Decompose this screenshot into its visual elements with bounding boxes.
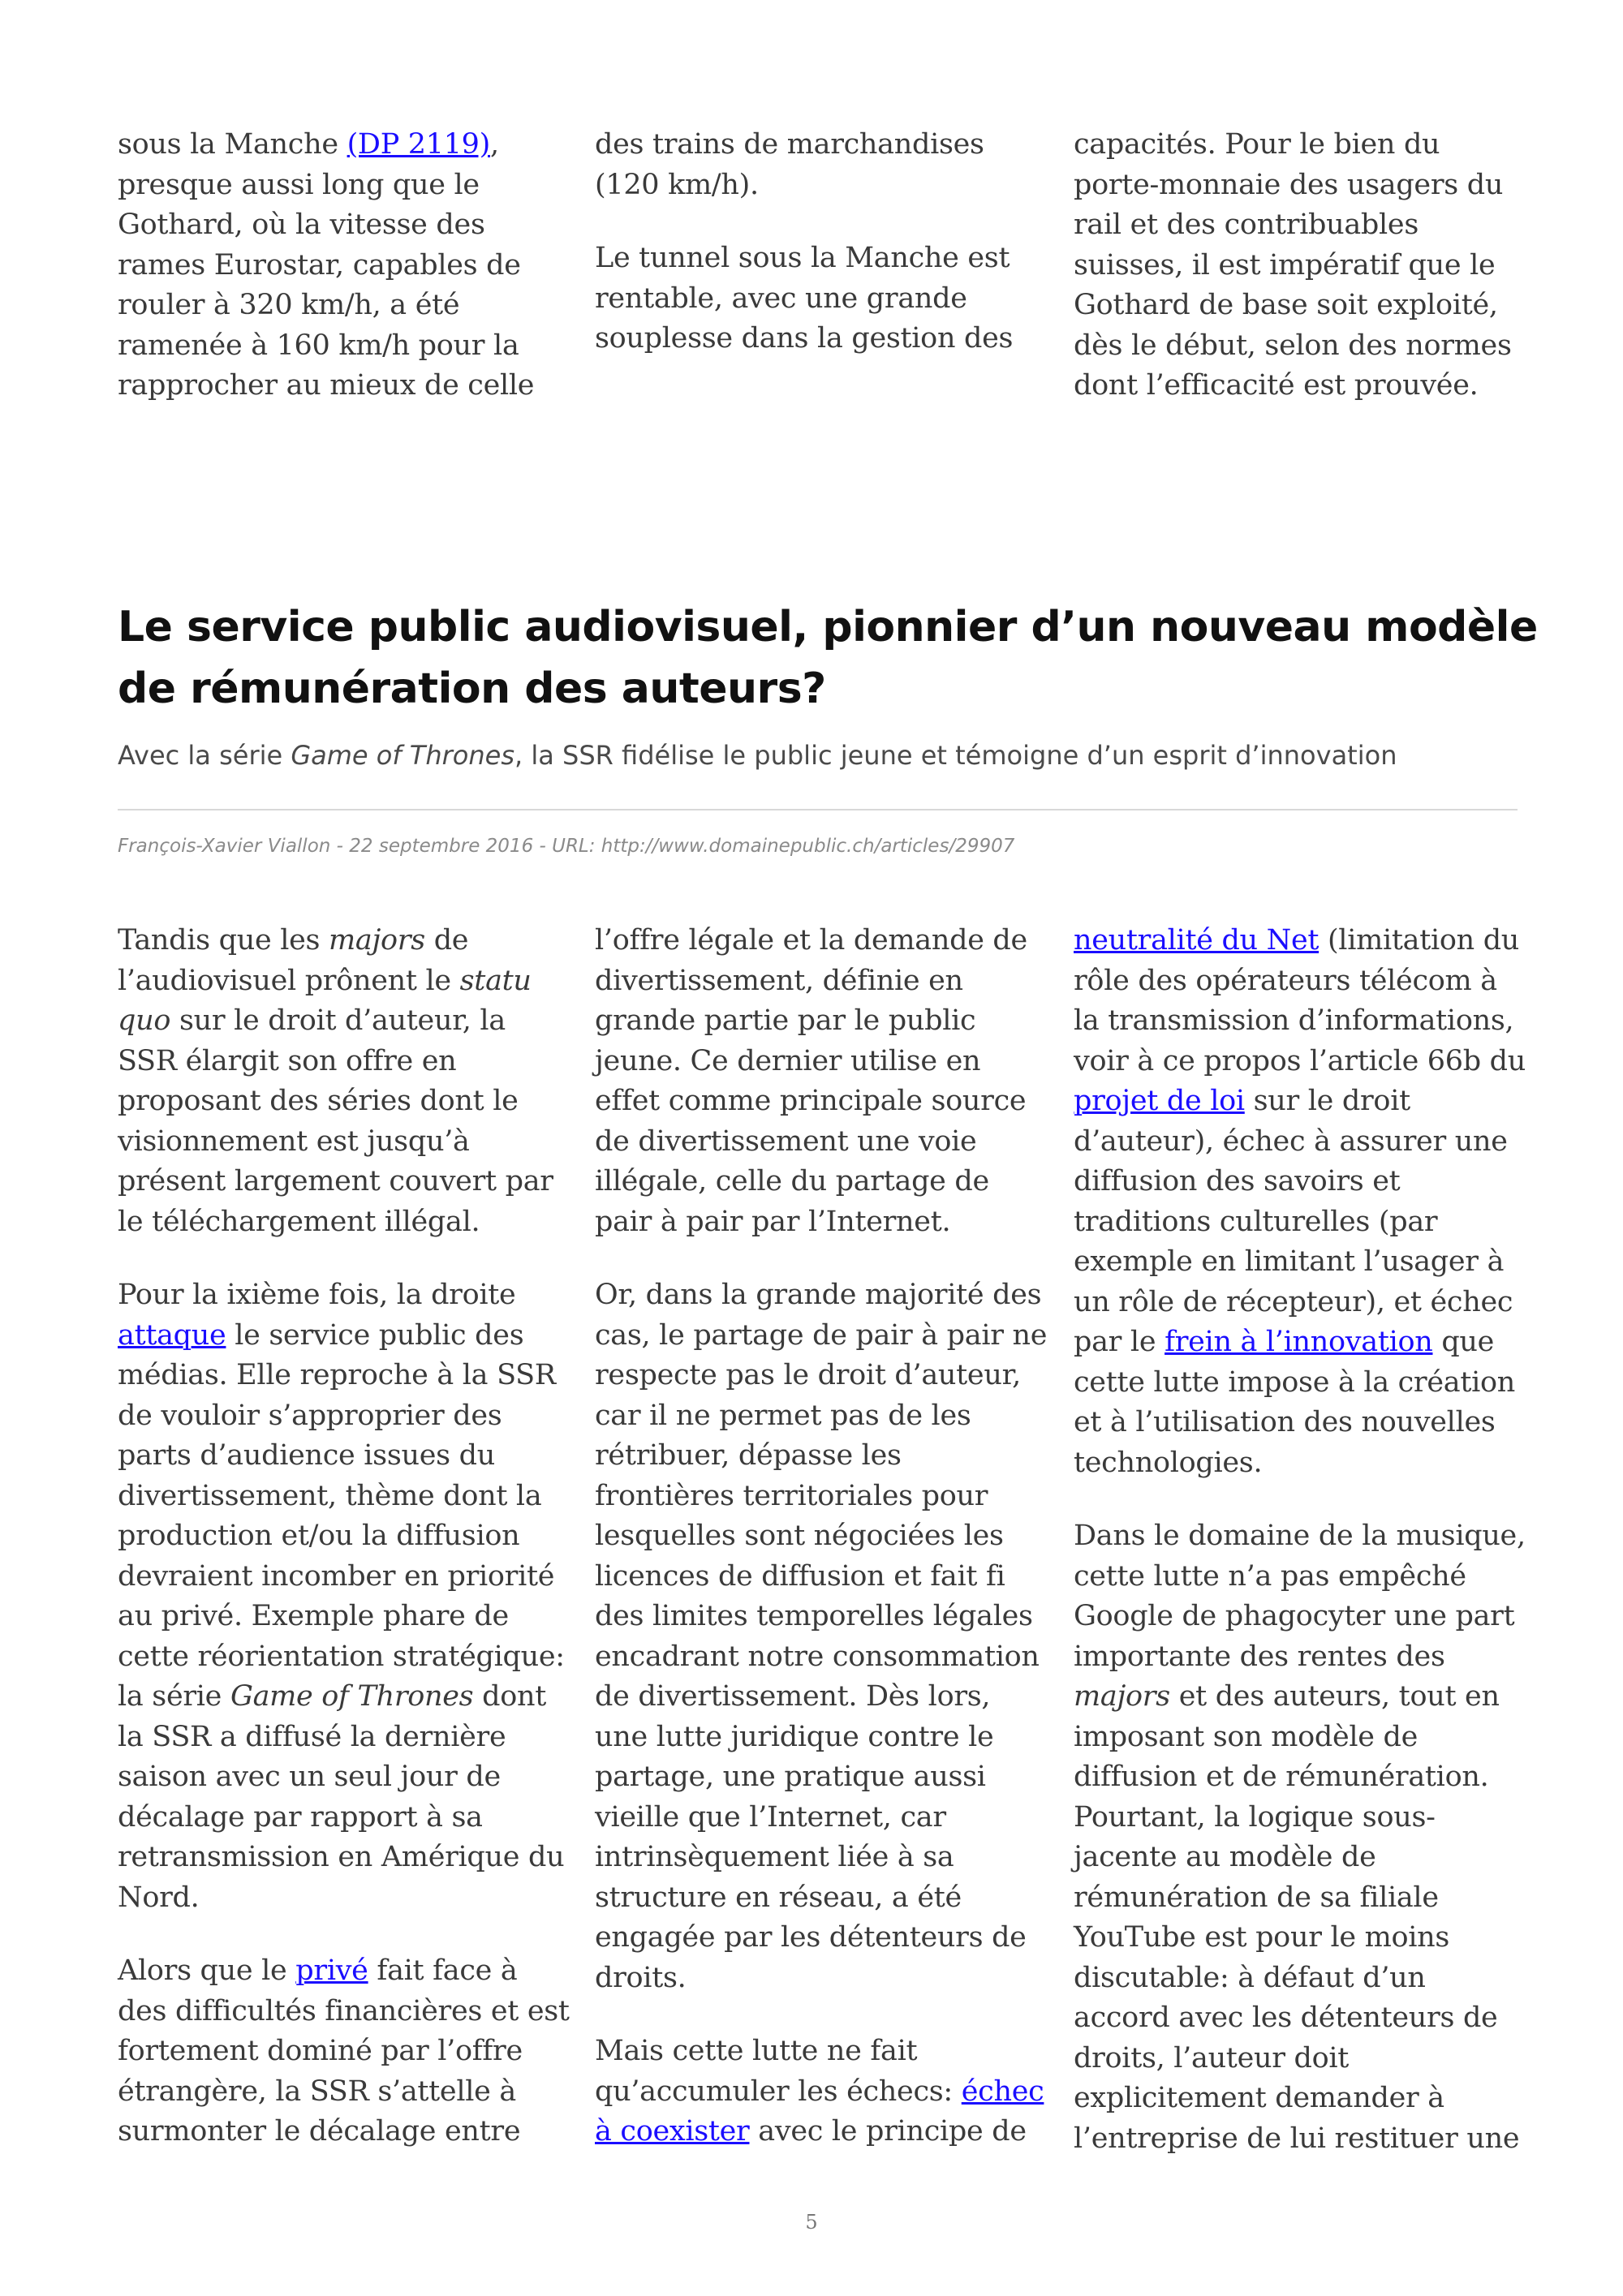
echec-coexister-link[interactable]: échec à coexister (595, 2075, 1044, 2148)
page-number: 5 (805, 2211, 818, 2234)
paragraph: Dans le domaine de la musique, cette lutte n’a pas empêché Google de phagocyter une part importante des rentes des majors et des auteurs, tout en imposant son modèle de diffusion et de rémunération. Pourtant, la logique sous-jacente au modèle de rémunération de sa filiale YouTube est pour le moins discutable: à défaut d’un accord avec les détenteurs de droits, l’auteur doit explicitement demander à l’entreprise de lui restituer une (1074, 1520, 1526, 2155)
body-column-3 (1074, 921, 1528, 2192)
paragraph: Pour la ixième fois, la droite attaque le service public des médias. Elle reproche à la SSR de vouloir s’approprier des parts d’audience issues du divertissement, thème dont la production et/ou la diffusion devraient incomber en priorité au privé. Exemple phare de cette réorientation stratégique: la série Game of Thrones dont la SSR a diffusé la dernière saison avec un seul jour de décalage par rapport à sa retransmission en Amérique du Nord. (118, 1279, 565, 1914)
neutralite-net-link[interactable]: neutralité du Net (1074, 924, 1319, 957)
projet-de-loi-link[interactable]: projet de loi (1074, 1085, 1245, 1117)
top-column-2 (595, 125, 1049, 393)
paragraph: Tandis que les majors de l’audiovisuel prônent le statu quo sur le droit d’auteur, la SSR élargit son offre en proposant des séries dont le visionnement est jusqu’à présent largement couvert par le téléchargement illégal. (118, 924, 553, 1238)
paragraph: sous la Manche (DP 2119), presque aussi long que le Gothard, où la vitesse des rames Eurostar, capables de rouler à 320 km/h, a été ramenée à 160 km/h pour la rapprocher au mieux de celle (118, 128, 535, 402)
frein-innovation-link[interactable]: frein à l’innovation (1165, 1326, 1433, 1358)
divider (118, 809, 1518, 810)
paragraph: neutralité du Net (limitation du rôle des opérateurs télécom à la transmission d’informations, voir à ce propos l’article 66b du projet de loi sur le droit d’auteur), échec à assurer une diffusion des savoirs et traditions culturelles (par exemple en limitant l’usager à un rôle de récepteur), et échec par le frein à l’innovation que cette lutte impose à la création et à l’utilisation des nouvelles technologies. (1074, 924, 1526, 1479)
top-column-3 (1074, 125, 1528, 440)
paragraph: capacités. Pour le bien du porte-monnaie des usagers du rail et des contribuables suisses, il est impératif que le Gothard de base soit exploité, dès le début, selon des normes dont l’efficacité est prouvée. (1074, 128, 1512, 402)
paragraph: Alors que le privé fait face à des difficultés financières et est fortement dominé par l’offre étrangère, la SSR s’attelle à surmonter le décalage entre (118, 1954, 570, 2148)
paragraph: Le tunnel sous la Manche est rentable, avec une grande souplesse dans la gestion des (595, 242, 1014, 355)
prive-link[interactable]: privé (295, 1954, 368, 1987)
top-column-1 (118, 125, 572, 440)
dp-2119-link[interactable]: (DP 2119) (347, 128, 490, 161)
paragraph: l’offre légale et la demande de divertissement, définie en grande partie par le public jeune. Ce dernier utilise en effet comme principale source de divertissement une voie illégale, celle du partage de pair à pair par l’Internet. (595, 924, 1027, 1238)
body-column-1 (118, 921, 572, 2186)
article-title: Le service public audiovisuel, pionnier d’un nouveau modèle de rémunération des auteurs? (118, 603, 1538, 713)
article-subtitle: Avec la série Game of Thrones, la SSR fidélise le public jeune et témoigne d’un esprit d’innovation (118, 740, 1397, 771)
paragraph: Mais cette lutte ne fait qu’accumuler les échecs: échec à coexister avec le principe de (595, 2035, 1044, 2148)
article-byline: François-Xavier Viallon - 22 septembre 2016 - URL: http://www.domainepublic.ch/articles/29907 (118, 836, 1015, 857)
body-column-2 (595, 921, 1049, 2186)
paragraph: des trains de marchandises (120 km/h). (595, 128, 984, 201)
attaque-link[interactable]: attaque (118, 1318, 226, 1352)
paragraph: Or, dans la grande majorité des cas, le partage de pair à pair ne respecte pas le droit d’auteur, car il ne permet pas de les rétribuer, dépasse les frontières territoriales pour lesquelles sont négociées les licences de diffusion et fait fi des limites temporelles légales encadrant notre consommation de divertissement. Dès lors, une lutte juridique contre le partage, une pratique aussi vieille que l’Internet, car intrinsèquement liée à sa structure en réseau, a été engagée par les détenteurs de droits. (595, 1279, 1048, 1994)
